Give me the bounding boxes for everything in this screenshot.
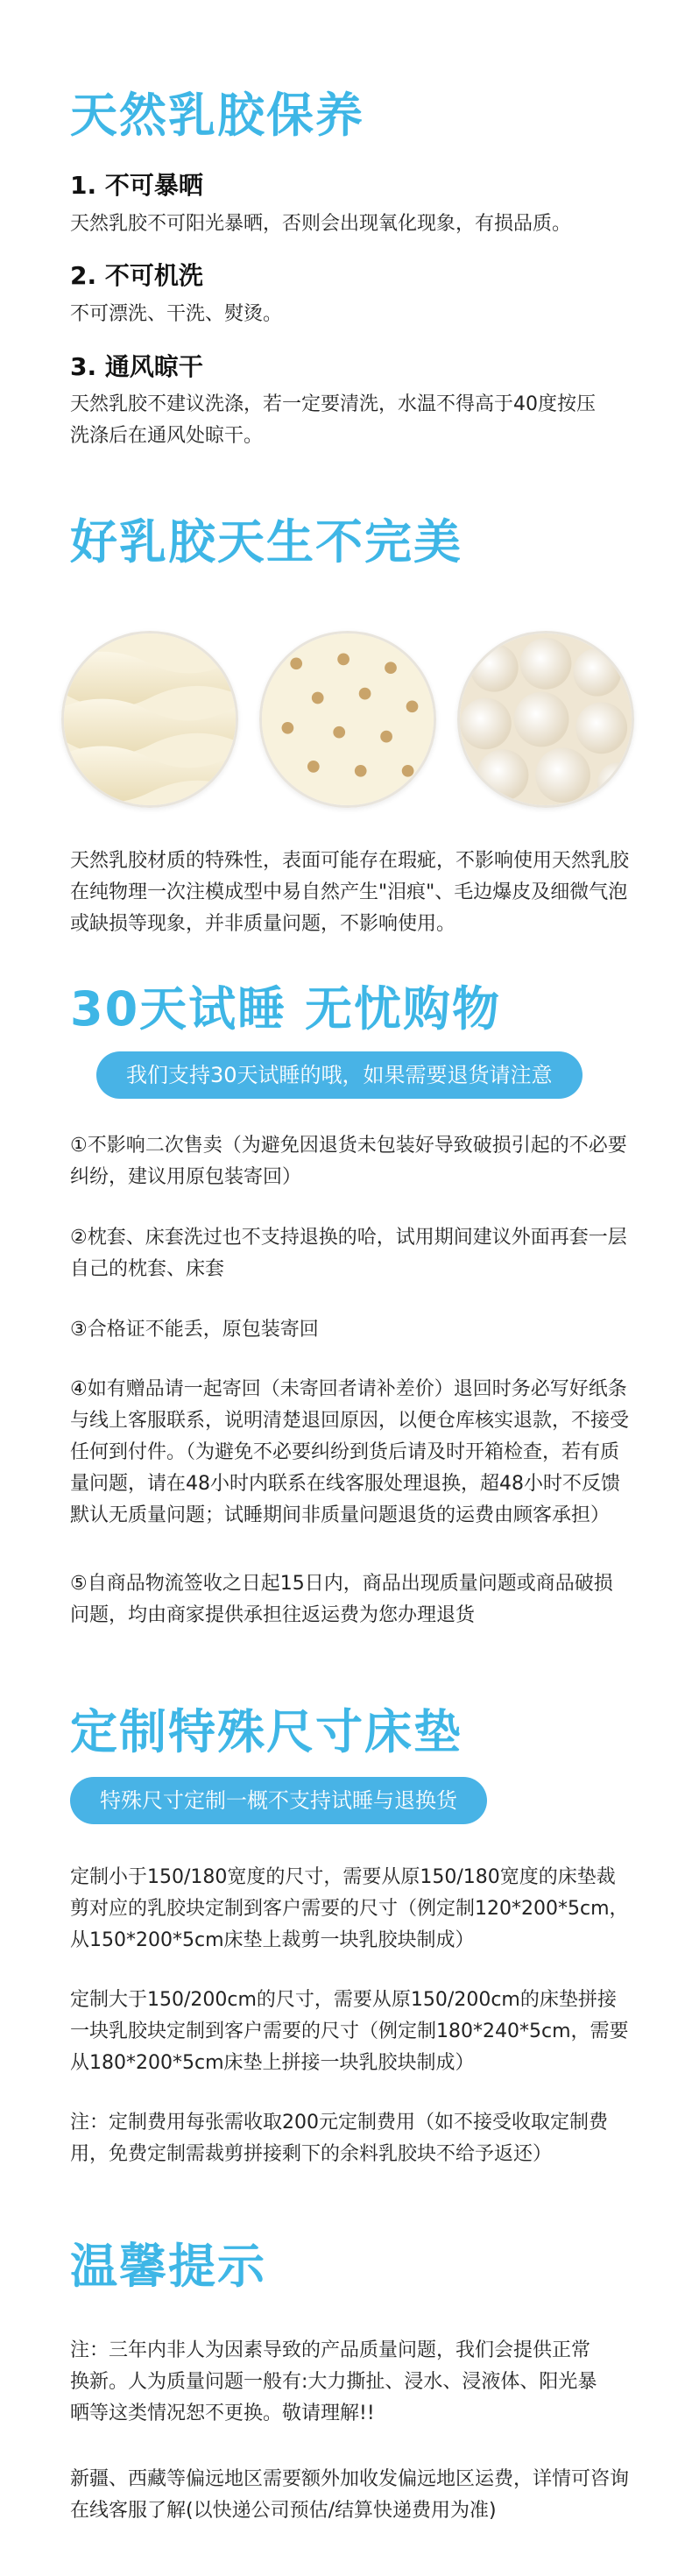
latex-wave-image [61,631,238,808]
trial-item-5: ⑤自商品物流签收之日起15日内，商品出现质量问题或商品破损问题，均由商家提供承担往返运费为您办理退货 [70,1573,613,1626]
care-item-3-heading: 3. 通风晾干 [70,352,203,381]
imperfect-title: 好乳胶天生不完美 [70,514,463,570]
tips-item-2: 新疆、西藏等偏远地区需要额外加收发偏远地区运费，详情可咨询在线客服了解(以快递公司预估/结算快递费用为准) [70,2468,630,2522]
tips-title: 温馨提示 [70,2239,266,2294]
custom-banner: 特殊尺寸定制一概不支持试睡与退换货 [70,1777,487,1824]
imperfect-text: 天然乳胶材质的特殊性，表面可能存在瑕疵，不影响使用天然乳胶在纯物理一次注模成型中易自然产生"泪痕"、毛边爆皮及细微气泡或缺损等现象，并非质量问题，不影响使用。 [70,850,630,935]
trial-item-4: ④如有赠品请一起寄回（未寄回者请补差价）退回时务必写好纸条与线上客服联系，说明清楚退回原因，以便仓库核实退款，不接受任何到付件。（为避免不必要纠纷到货后请及时开箱检查，若有质量问题，请在48小时内联系在线客服处理退换，超48小时不反馈默认无质量问题；试睡期间非质量问题退货的运费由顾客承担） [70,1378,630,1526]
trial-item-2: ②枕套、床套洗过也不支持退换的哈，试用期间建议外面再套一层自己的枕套、床套 [70,1227,627,1280]
latex-holes-image [259,631,436,808]
custom-item-3: 注：定制费用每张需收取200元定制费用（如不接受收取定制费用，免费定制需裁剪拼接剩下的余料乳胶块不给予返还） [70,2112,608,2165]
custom-item-1: 定制小于150/180宽度的尺寸，需要从原150/180宽度的床垫裁剪对应的乳胶块定制到客户需要的尺寸（例定制120*200*5cm，从150*200*5cm床垫上裁剪一块乳胶块制成） [70,1866,629,1951]
trial-banner: 我们支持30天试睡的哦，如果需要退货请注意 [96,1051,583,1099]
custom-item-2: 定制大于150/200cm的尺寸，需要从原150/200cm的床垫拼接一块乳胶块定制到客户需要的尺寸（例定制180*240*5cm，需要从180*200*5cm床垫上拼接一块乳胶块制成） [70,1989,629,2074]
care-item-2-heading: 2. 不可机洗 [70,261,203,290]
latex-bubble-image [457,631,634,808]
care-item-1-heading: 1. 不可暴晒 [70,171,203,200]
care-item-2-text: 不可漂洗、干洗、熨烫。 [70,303,283,325]
trial-item-3: ③合格证不能丢，原包装寄回 [70,1319,319,1341]
care-item-1-text: 天然乳胶不可阳光暴晒，否则会出现氧化现象，有损品质。 [70,213,572,235]
trial-title: 30天试睡 无忧购物 [70,981,501,1037]
custom-title: 定制特殊尺寸床垫 [70,1704,463,1759]
care-item-3-text: 天然乳胶不建议洗涤，若一定要清洗，水温不得高于40度按压洗涤后在通风处晾干。 [70,393,596,447]
tips-item-1: 注：三年内非人为因素导致的产品质量问题，我们会提供正常换新。人为质量问题一般有:大力撕扯、浸水、浸液体、阳光暴晒等这类情况恕不更换。敬请理解!! [70,2339,597,2424]
care-title: 天然乳胶保养 [70,88,364,143]
trial-item-1: ①不影响二次售卖（为避免因退货未包装好导致破损引起的不必要纠纷，建议用原包装寄回） [70,1135,627,1188]
